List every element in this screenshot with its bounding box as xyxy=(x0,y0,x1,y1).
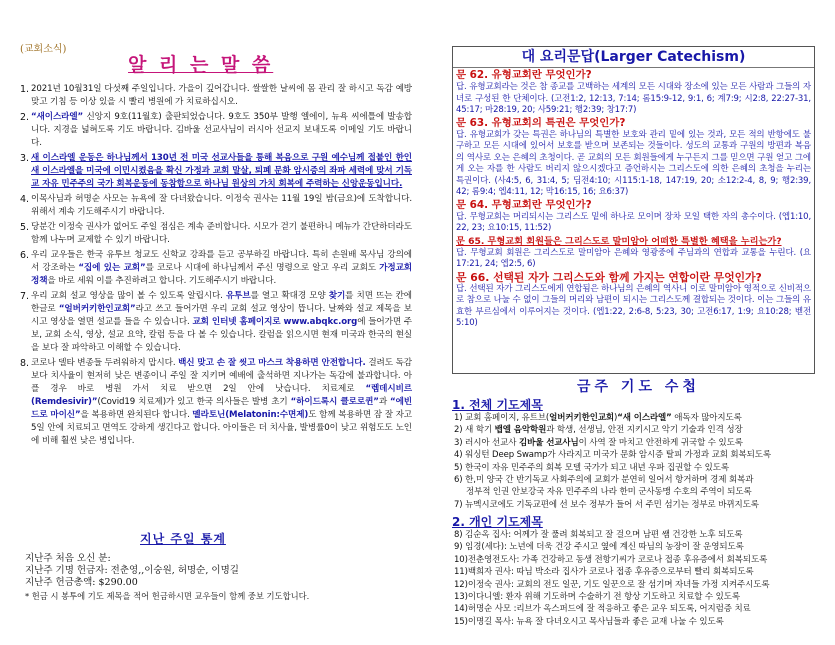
text-segment: 가정교회 정책 xyxy=(31,263,413,286)
section2-list xyxy=(454,529,816,628)
prayer-item xyxy=(454,499,816,511)
catechism-question: 문 62. 유형교회란 무엇인가? xyxy=(456,69,592,81)
text-segment: 4) 워싱턴 Deep Swamp가 사라지고 미국가 문화 암시증 탈피 가정과 교회 회복되도록 xyxy=(454,450,771,461)
announcement-item xyxy=(20,111,412,150)
prayer-item xyxy=(454,424,816,436)
catechism-answer: 답. 무형교회는 머리되시는 그리스도 밑에 하나로 모이며 장차 모일 택한 자의 총수이다. (엡1:10, 22, 23; 요10:15, 11:52) xyxy=(456,211,811,233)
text-segment: 멜라토닌(Melatonin:수면제) xyxy=(192,410,309,420)
catechism-question: 문 65. 무형교회 회원들은 그리스도로 말미암아 어떠한 특별한 혜택을 누리는가? xyxy=(456,235,782,247)
catechism-title: 대 요리문답(Larger Catechism) xyxy=(453,47,814,68)
text-segment: “하이드록시 클로로퀸” xyxy=(290,397,379,407)
catechism-answer: 답. 유형교회라는 것은 참 종교를 고백하는 세계의 모든 시대와 장소에 있는 모든 사람과 그들의 자녀로 구성된 한 단체이다. (고전1:2, 12:13, 7:14; 롬15:9-12, 9:1, 6; 계7:9; 시2:8, 22:27-31, 45:17; 마28:19, 20; 사59:21; 행2:39; 창17:7) xyxy=(456,82,811,115)
prayer-item xyxy=(454,591,816,603)
text-segment: 백신 맞고 손 잘 씻고 마스크 착용하면 안전합니다. xyxy=(178,358,366,368)
text-segment: 을 바로 세워 이를 추진하려고 합니다. 기도해주시기 바랍니다. xyxy=(47,276,277,286)
announcement-text xyxy=(31,357,412,448)
text-segment: 7) 뉴멕시코에도 기독교편에 선 보수 정부가 들어 서 주민 섬기는 정부로 바뀌지도록 xyxy=(454,499,759,510)
announcement-list xyxy=(20,83,412,450)
text-segment: 걸려도 독감보다 치사율이 현저히 낮은 변종이니 주일 잘 지키며 예배에 출석하면 지나가는 독감에 불과합니다. 아플 경우 바로 병원 가서 치료 받으면 2일 안에 낫습니다. 치료제로 xyxy=(31,358,412,394)
church-news-tag: (교회소식) xyxy=(20,44,67,55)
announcements-title: 알 리 는 말 씀 xyxy=(128,54,274,76)
text-segment: 12)이정숙 권사: 교회의 전도 일꾼, 기도 일꾼으로 잘 섬기며 자녀들 가정 지켜주시도록 xyxy=(454,579,770,590)
section2-title: 2. 개인 기도제목 xyxy=(452,515,543,529)
text-segment: 뱁엘 음악학원 xyxy=(494,425,547,436)
text-segment: 코로나 델타 변종들 두려워하지 맙시다. xyxy=(31,358,179,368)
text-segment: 우리 교우들은 한국 유투브 청교도 신학교 강좌를 듣고 공부하길 바랍니다. 특히 손원배 목사님 강의에서 강조하는 xyxy=(31,250,412,273)
prayer-item xyxy=(454,449,816,461)
text-segment: 당분간 이정숙 권사가 없어도 주일 점심은 계속 준비합니다. 시모가 걷기 불편하니 메뉴가 간단하더라도 함께 나누며 교제할 수 있기 바랍니다. xyxy=(31,222,412,245)
announcement-text xyxy=(31,193,412,219)
announcement-item xyxy=(20,193,412,219)
prayer-item xyxy=(454,554,816,566)
announcement-text xyxy=(31,111,412,150)
first-visitors-line: 지난주 처음 오신 분: xyxy=(25,553,111,564)
text-segment: 8) 김순옥 집사: 어께가 잘 풀려 회복되고 잘 걸으며 남편 쌤 건강한 노후 되도록 xyxy=(454,530,743,540)
announcement-number: 3. xyxy=(20,153,29,164)
prayer-item xyxy=(454,462,816,474)
text-segment: “얼버커키한인교회” xyxy=(58,304,136,314)
prayer-item xyxy=(454,566,816,578)
section1-title: 1. 전체 기도제목 xyxy=(452,398,543,412)
text-segment: 1) 교회 홈페이지, 유트브( xyxy=(454,413,550,423)
text-segment: 를 열고 확대경 모양 xyxy=(250,291,329,301)
catechism-box xyxy=(452,46,815,374)
announcement-number: 4. xyxy=(20,194,29,205)
announcement-number: 8. xyxy=(20,358,29,369)
prayer-item xyxy=(454,486,816,498)
text-segment: 교회 인터넷 홈페이지로 www.abqkc.org xyxy=(192,317,358,327)
text-segment: “렘데시비르 (Remdesivir)” xyxy=(31,384,412,407)
announcement-item xyxy=(20,83,412,109)
text-segment: 이 사역 잘 마치고 안전하게 귀국할 수 있도록 xyxy=(578,437,743,448)
text-segment: 정부적 인권 안보강국 자유 민주주의 나라 한미 군사동맹 수호의 주역이 되도록 xyxy=(466,487,752,498)
prayer-item xyxy=(454,437,816,449)
text-segment: 10)전춘영전도사: 가족 건강하고 동생 전항기씨가 코로나 접종 후유증에서 회복되도록 xyxy=(454,554,768,565)
text-segment: “새이스라엘” xyxy=(31,112,84,122)
announcement-text xyxy=(31,152,412,191)
announcement-text xyxy=(31,83,412,109)
catechism-qa-list xyxy=(453,69,814,330)
text-segment: 김바울 선교사님 xyxy=(519,437,579,448)
offering-title: 지난 주일 통계 xyxy=(140,532,226,546)
announcement-number: 5. xyxy=(20,222,29,233)
text-segment: 신앙지 9호(11월호) 출판되었습니다. 9호도 350부 발행 엘에이, 뉴욕 씨에틀에 발송합니다. 지경을 넓혀도록 기도 바랍니다. 김바울 선교사님이 러시아 선교지 보내도록 이메일 기도 바랍니다. xyxy=(31,112,412,148)
offering-stats xyxy=(25,553,410,602)
text-segment: 6) 한,미 양국 간 반기독교 사회주의에 교회가 분연히 일어서 항거하며 경제 회복과 xyxy=(454,475,754,486)
offering-note: * 헌금 시 봉투에 기도 제목을 적어 헌금하시면 교우들이 함께 중보 기도합니다. xyxy=(25,591,310,601)
prayer-item xyxy=(454,412,816,424)
named-offerers-line: 지난주 기명 헌금자: 전춘영,,이숭원, 허명순, 이명길 xyxy=(25,565,239,576)
announcement-item xyxy=(20,357,412,448)
catechism-answer: 답. 무형교회 회원은 그리스도로 말미암아 은혜와 영광중에 주님과의 연합과 교통을 누린다. (요17:21, 24; 엡2:5, 6) xyxy=(456,247,811,269)
text-segment: 2) 새 학기 xyxy=(454,425,495,436)
announcement-text xyxy=(31,249,412,288)
text-segment: 11)백희자 권사: 따님 박소라 집사가 코로나 접종 후유증으로부터 빨리 회복되도록 xyxy=(454,567,754,578)
prayer-item xyxy=(454,474,816,486)
catechism-answer: 답. 선택된 자가 그리스도에게 연합됨은 하나님의 은혜의 역사니 이로 말미암아 영적으로 신비적으로 참으로 나눌 수 없이 그들의 머리와 남편이 되시는 그리스도께 결합되는 것이다. 이는 그들의 유효한 부르심에서 이루어지는 것이다. (엡1:22, 2:6-8, 5:23, 30; 고전6:17, 1:9; 요10:28; 벧전5:10) xyxy=(456,283,811,328)
announcement-number: 1. xyxy=(20,84,29,95)
text-segment: 도 함께 복용하면 잠 잘 자고 5일 안에 치료되고 면역도 강하게 생긴다고 합니다. 아이들은 더 치사율, 발병률0이 낮고 위험도도 노인에 비해 훨씬 낮은 병입니다. xyxy=(31,410,413,446)
catechism-question: 문 66. 선택된 자가 그리스도와 함께 가지는 연합이란 무엇인가? xyxy=(456,270,762,284)
announcement-item xyxy=(20,152,412,191)
text-segment: 유투브 xyxy=(225,291,251,301)
text-segment: 에 들어가면 주보, 교회 소식, 영상, 설교 요약, 칼럼 등을 다 볼 수 있습니다. 칼럼을 읽으시면 현재 미국과 한국의 현실을 보다 잘 파악하고 이해할 수 있습니다. xyxy=(31,317,412,353)
prayer-item xyxy=(454,541,816,553)
announcement-number: 6. xyxy=(20,250,29,261)
announcement-text xyxy=(31,290,412,355)
text-segment: 새 이스라엘 운동은 하나님께서 130년 전 미국 선교사들을 통해 복음으로 구원 예수님께 접붙인 한인 새 이스라엘을 미국에 이민시켰음을 확신 가정과 교회 말살, 퇴폐 문화 암시증의 좌파 세력에 맞서 기독교 자유 민주주의 국가 회복운동에 동참함으로 하나님 원상의 가치 회복에 주력하는 신앙운동입니다. xyxy=(31,153,412,189)
text-segment: 우리 교회 설교 영상을 많이 볼 수 있도록 알립시다. xyxy=(31,291,226,301)
text-segment: 13)이다니엘: 환자 위해 기도하며 수술하기 전 항상 기도하고 치료할 수 있도록 xyxy=(454,592,740,603)
text-segment: 얼버커키한인교회 xyxy=(549,413,615,423)
text-segment: 찾기 xyxy=(328,291,346,301)
text-segment: 라고 쓰고 들어가면 우리 교회 설교 영상이 뜹니다. 날짜와 설교 제목을 보시고 영상을 열면 설교를 들을 수 있습니다. xyxy=(31,304,412,327)
text-segment: 5) 한국이 자유 민주주의 회복 모델 국가가 되고 내년 우파 집권할 수 있도록 xyxy=(454,462,729,473)
text-segment: 이목사님과 허명순 사모는 뉴욕에 잘 다녀왔습니다. 이정숙 권사는 11월 19일 밤(금요)에 도착합니다. 위해서 계속 기도해주시기 바랍니다. xyxy=(31,194,412,217)
text-segment: 애독자 많아지도록 xyxy=(671,413,742,423)
announcement-number: 7. xyxy=(20,291,29,302)
text-segment: 9) 임경(세다): 노년에 더욱 건강 주시고 옆에 계신 따님의 농장이 잘 운영되도록 xyxy=(454,542,744,553)
announcement-item xyxy=(20,290,412,355)
text-segment: ) xyxy=(614,413,618,423)
prayer-item xyxy=(454,616,816,628)
text-segment: 14)허명순 사모 :리브가 옥스퍼드에 잘 적응하고 좋은 교우 되도록, 어지럼증 치료 xyxy=(454,604,751,615)
prayer-notebook-title: 금주 기도 수첩 xyxy=(577,379,700,395)
offering-total-line: 지난주 헌금총액: $290.00 xyxy=(25,577,138,588)
text-segment: 을 복용하면 완치된다 합니다. xyxy=(80,410,193,420)
text-segment: “집에 있는 교회” xyxy=(78,263,146,273)
text-segment: 3) 러시아 선교사 xyxy=(454,437,519,448)
announcement-item xyxy=(20,221,412,247)
prayer-item xyxy=(454,529,816,541)
catechism-question: 문 63. 유형교회의 특권은 무엇인가? xyxy=(456,116,626,129)
prayer-item xyxy=(454,603,816,615)
text-segment: 를 코로나 시대에 하나님께서 주신 명령으로 알고 우리 교회도 xyxy=(145,263,380,273)
text-segment: “새 이스라엘” xyxy=(617,413,672,423)
prayer-item xyxy=(454,579,816,591)
text-segment: (Covid19 치료제)가 있고 한국 의사들은 발병 초기 xyxy=(97,397,291,407)
announcement-number: 2. xyxy=(20,112,29,123)
text-segment: 15)이명길 목사: 뉴욕 잘 다녀오시고 목사님들과 좋은 교재 나눌 수 있도록 xyxy=(454,616,724,627)
catechism-question: 문 64. 무형교회란 무엇인가? xyxy=(456,198,592,211)
text-segment: 과 학생, 선생님, 안전 지키시고 악기 기술과 인격 성장 xyxy=(546,425,743,436)
text-segment: 2021년 10월31일 다섯째 주일입니다. 가을이 깊어갑니다. 쌀쌀한 날씨에 몸 관리 잘 하시고 독감 예방 맞고 기침 등 이상 있을 시 빨리 병원에 가 치료하십시오. xyxy=(31,84,412,107)
section1-list xyxy=(454,412,816,511)
catechism-answer: 답. 유형교회가 갖는 특권은 하나님의 특별한 보호와 관리 밑에 있는 것과, 모든 적의 반항에도 불구하고 모든 시대에 있어서 보호를 받으며 보존되는 것들이다. 성도의 교통과 구원의 방편과 복음의 역사로 오는 은혜의 초청이다. 곧 교회의 모든 회원들에게 누구든지 그를 믿으면 구원 얻고 그에게 오는 자를 한 사람도 버리지 않으시겠다고 증언하시는 그리스도에 의한 은혜의 초청을 누리는 특권이다. (사4:5, 6, 31:4, 5; 딤전4:10; 시115:1-18, 147:19, 20; 소12:2-4, 8, 9; 행2:39, 42; 롬9:4; 엡4:11, 12; 막16:15, 16; 요6:37) xyxy=(456,129,811,197)
text-segment: “에빈드로 마이신” xyxy=(31,397,412,420)
text-segment: 과 xyxy=(378,397,391,407)
announcement-text xyxy=(31,221,412,247)
announcement-item xyxy=(20,249,412,288)
text-segment: 를 치면 뜨는 칸에 한글로 xyxy=(31,291,412,314)
